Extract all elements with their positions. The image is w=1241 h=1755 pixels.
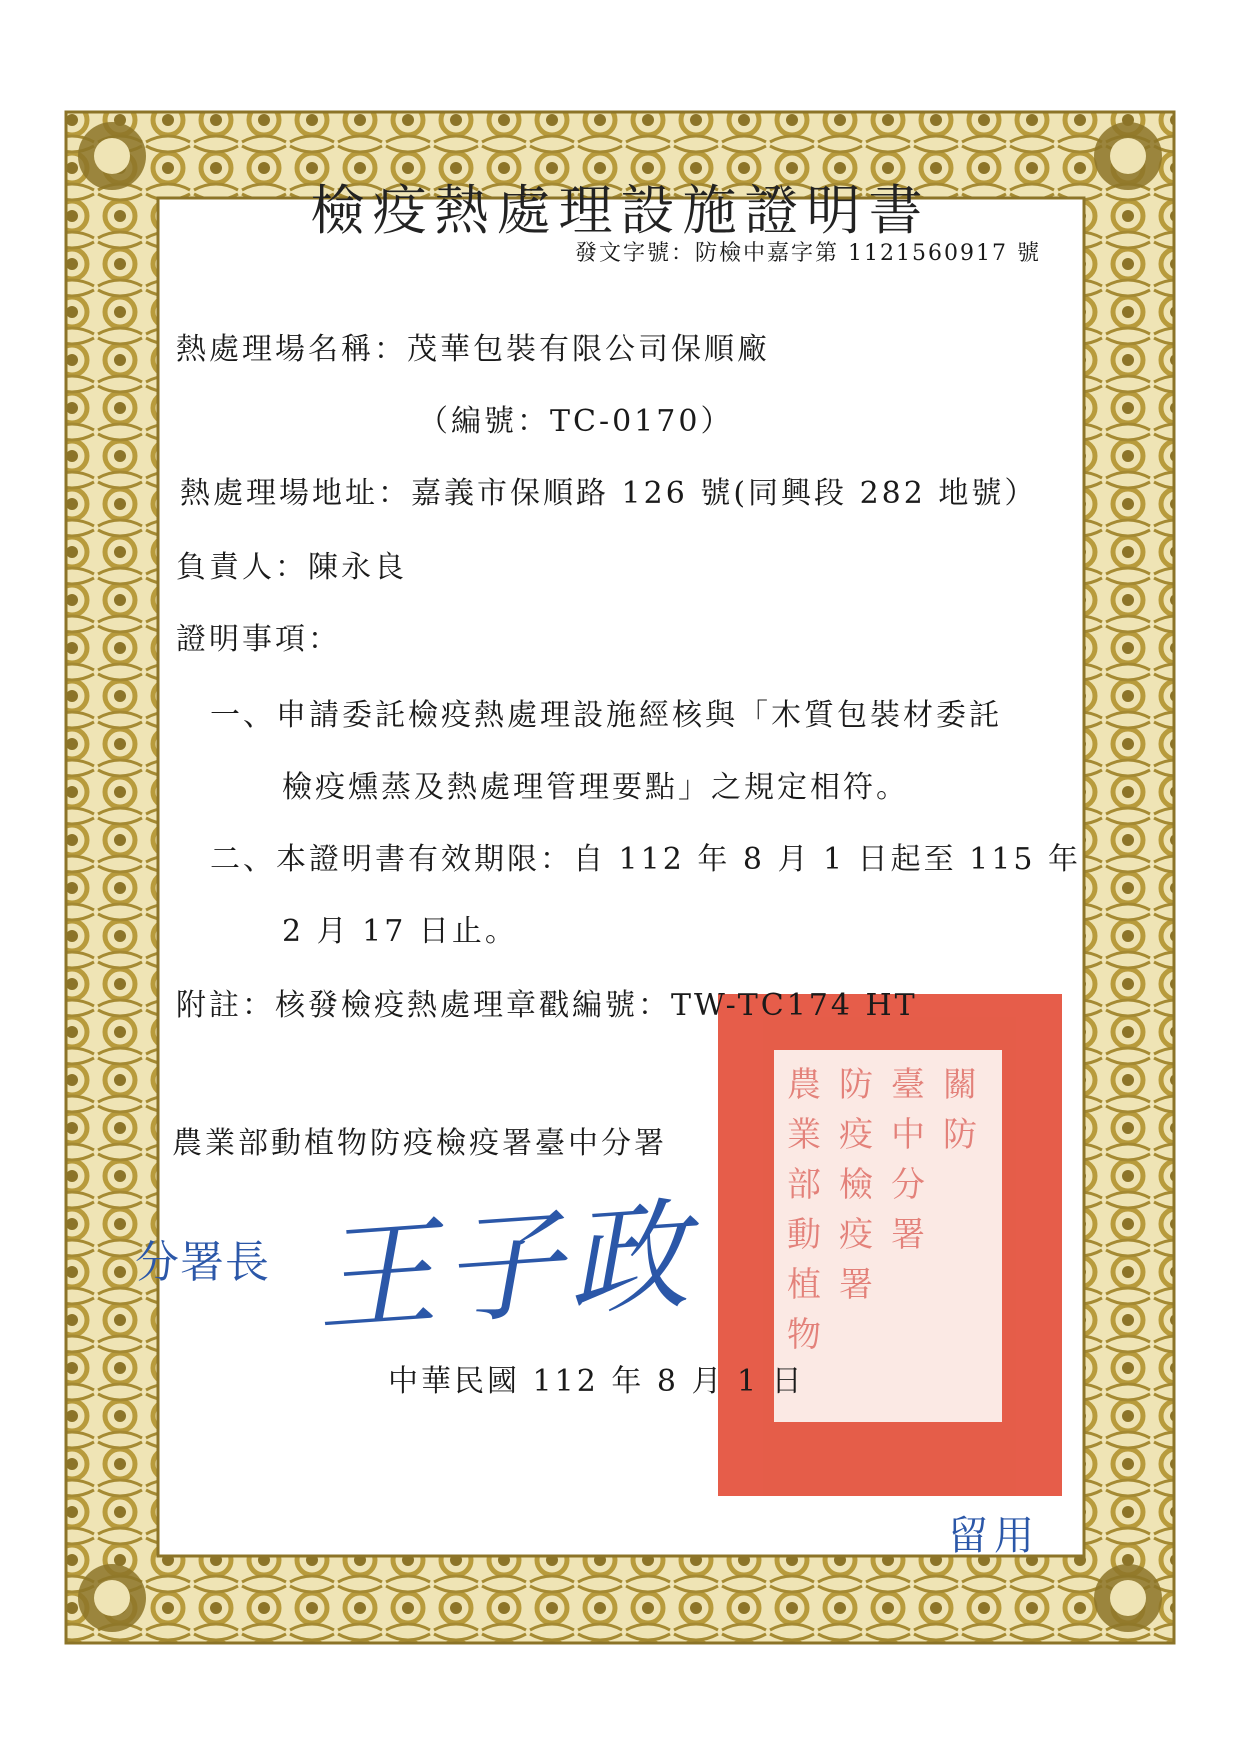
item-2-line-2: 2 月 17 日止。 [282,914,518,949]
signatory-title: 分署長 [135,1237,270,1288]
seal-column: 臺中分署 [891,1065,925,1255]
facility-name: 熱處理場名稱：茂華包裝有限公司保順廠 [176,332,770,367]
responsible-person: 負責人：陳永良 [176,550,407,585]
seal-column: 防疫檢疫署 [839,1065,873,1305]
item-1-line-2: 檢疫燻蒸及熱處理管理要點」之規定相符。 [282,770,909,805]
item-2-line-1: 二、本證明書有效期限：自 112 年 8 月 1 日起至 115 年 [210,842,1081,877]
seal-column: 關防 [943,1065,977,1155]
official-red-seal [718,994,1062,1496]
issue-date: 中華民國 112 年 8 月 1 日 [388,1364,805,1399]
facility-code: （編號：TC-0170） [418,404,734,439]
items-heading: 證明事項： [176,622,341,657]
seal-inner-field [774,1050,1002,1422]
facility-address: 熱處理場地址：嘉義市保順路 126 號(同興段 282 地號） [180,476,1038,511]
certificate-note: 附註：核發檢疫熱處理章戳編號：TW-TC174 HT [176,988,918,1023]
stamp-reserve-mark: 留用 [948,1513,1040,1559]
handwritten-signature: 王子政 [311,1185,699,1351]
certificate-title: 檢疫熱處理設施證明書 [310,179,931,242]
document-number: 發文字號：防檢中嘉字第 1121560917 號 [575,241,1041,266]
seal-column: 農業部動植物 [787,1065,821,1355]
item-1-line-1: 一、申請委託檢疫熱處理設施經核與「木質包裝材委託 [210,698,1002,733]
issuing-agency: 農業部動植物防疫檢疫署臺中分署 [172,1126,667,1161]
